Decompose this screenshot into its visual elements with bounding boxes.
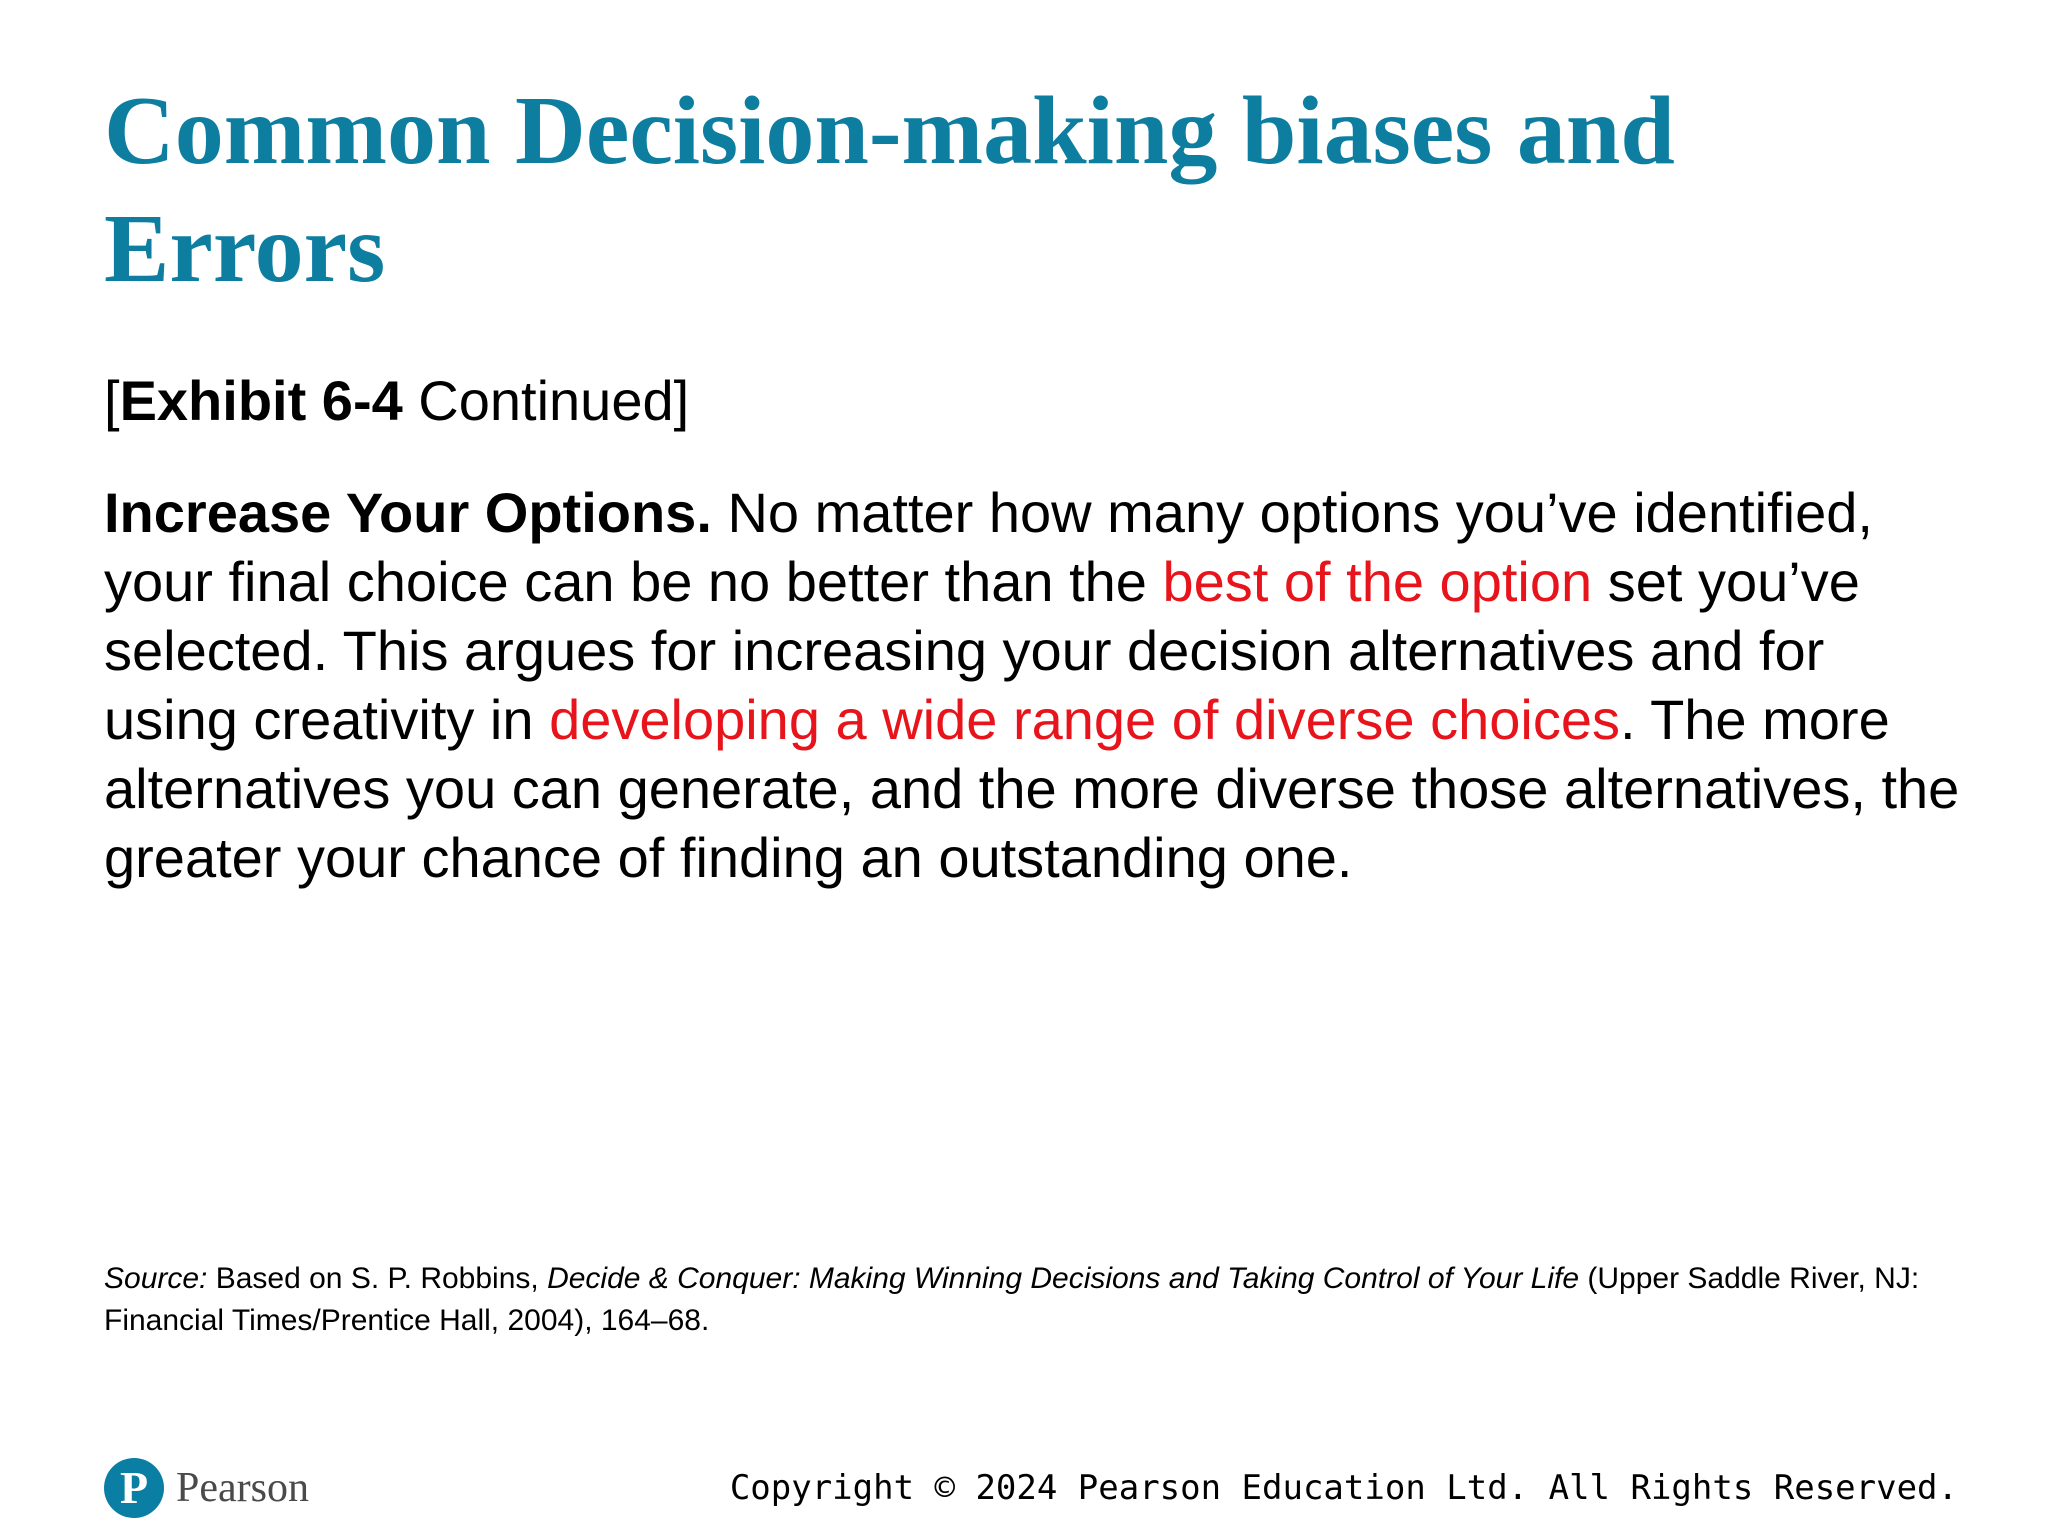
- source-book-title: Decide & Conquer: Making Winning Decisions and Taking Control of Your Life: [547, 1262, 1580, 1295]
- body-paragraph: [104, 478, 1964, 892]
- source-label: Source:: [104, 1262, 208, 1295]
- exhibit-reference: [104, 366, 689, 436]
- source-text-2: (Upper Saddle River, NJ: Financial Times/Prentice Hall, 2004), 164–68.: [104, 1262, 1920, 1337]
- pearson-logo-icon: P: [104, 1458, 164, 1518]
- slide-title: Common Decision-making biases and Errors: [104, 77, 1675, 303]
- source-text-1: Based on S. P. Robbins,: [207, 1262, 548, 1295]
- highlight-diverse-choices: developing a wide range of diverse choices: [549, 688, 1620, 751]
- paragraph-text-2: set you’ve selected. This argues for increasing your decision alternatives and for using creativity in: [104, 550, 1860, 751]
- exhibit-label: Exhibit 6-4: [119, 369, 403, 432]
- source-note: [104, 1258, 1964, 1342]
- exhibit-open-bracket: [: [104, 369, 120, 432]
- copyright-notice: Copyright © 2024 Pearson Education Ltd. All Rights Reserved.: [729, 1468, 1958, 1508]
- exhibit-suffix: Continued]: [402, 369, 690, 432]
- paragraph-lead: Increase Your Options.: [104, 481, 712, 544]
- pearson-logo-text: Pearson: [176, 1465, 309, 1511]
- paragraph-text-1: No matter how many options you’ve identified, your final choice can be no better than the: [104, 481, 1873, 613]
- paragraph-text-3: . The more alternatives you can generate, and the more diverse those alternatives, the greater your chance of finding an outstanding one.: [104, 688, 1960, 889]
- highlight-best-option: best of the option: [1162, 550, 1593, 613]
- pearson-logo: [104, 1456, 309, 1520]
